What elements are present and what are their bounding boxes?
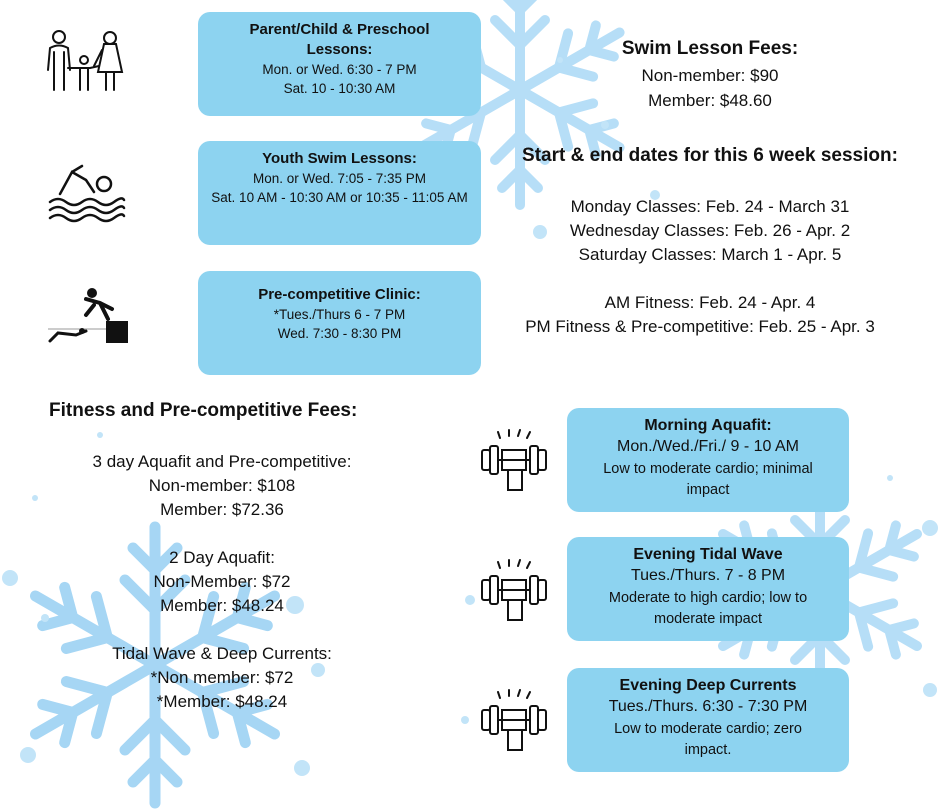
date-monday: Monday Classes: Feb. 24 - March 31 — [570, 197, 850, 216]
fee-2day-non-member: Non-Member: $72 — [153, 572, 291, 591]
fee-2day-member: Member: $48.24 — [160, 596, 284, 615]
lesson-title: Pre-competitive Clinic: — [258, 286, 421, 303]
swimmer-icon — [46, 162, 126, 224]
dumbbell-fist-icon — [478, 688, 550, 754]
fee-2day-label: 2 Day Aquafit: — [169, 548, 275, 567]
lesson-time: Sat. 10 AM - 10:30 AM or 10:35 - 11:05 AM — [211, 190, 468, 205]
fee-3day-non-member: Non-member: $108 — [148, 476, 296, 495]
class-description: impact — [686, 482, 730, 498]
dates-heading: Start & end dates for this 6 week session: — [522, 145, 898, 166]
lesson-time: Wed. 7:30 - 8:30 PM — [277, 326, 402, 341]
class-box-evening-deep-currents — [567, 668, 849, 772]
class-title: Morning Aquafit: — [644, 417, 772, 434]
lesson-box-youth-swim — [198, 141, 481, 245]
fitness-fees-heading: Fitness and Pre-competitive Fees: — [49, 400, 358, 421]
lesson-box-pre-competitive — [198, 271, 481, 375]
class-title: Evening Deep Currents — [619, 677, 797, 694]
lesson-time: Mon. or Wed. 7:05 - 7:35 PM — [252, 171, 427, 186]
class-description: Moderate to high cardio; low to — [608, 590, 808, 606]
class-time: Tues./Thurs. 7 - 8 PM — [630, 567, 786, 584]
fee-tidal-label: Tidal Wave & Deep Currents: — [112, 644, 332, 663]
lesson-title: Parent/Child & Preschool Lessons: — [249, 21, 430, 58]
class-description: Low to moderate cardio; zero — [614, 721, 802, 737]
fee-tidal-non-member: *Non member: $72 — [150, 668, 294, 687]
lesson-time: Sat. 10 - 10:30 AM — [283, 81, 396, 96]
date-pm-fitness: PM Fitness & Pre-competitive: Feb. 25 - Apr. 3 — [525, 317, 875, 336]
class-time: Tues./Thurs. 6:30 - 7:30 PM — [608, 698, 808, 715]
class-description: moderate impact — [654, 611, 762, 627]
date-wednesday: Wednesday Classes: Feb. 26 - Apr. 2 — [569, 221, 851, 240]
class-time: Mon./Wed./Fri./ 9 - 10 AM — [617, 438, 799, 455]
lesson-title: Youth Swim Lessons: — [262, 150, 417, 167]
date-am-fitness: AM Fitness: Feb. 24 - Apr. 4 — [604, 293, 816, 312]
dumbbell-fist-icon — [478, 428, 550, 494]
family-icon — [44, 28, 126, 94]
diver-icon — [46, 285, 132, 349]
lesson-time: *Tues./Thurs 6 - 7 PM — [273, 307, 406, 322]
class-description: impact. — [684, 742, 732, 758]
dumbbell-fist-icon — [478, 558, 550, 624]
swim-fee-non-member: Non-member: $90 — [641, 66, 779, 85]
lesson-box-parent-child — [198, 12, 481, 116]
lesson-time: Mon. or Wed. 6:30 - 7 PM — [262, 62, 417, 77]
date-saturday: Saturday Classes: March 1 - Apr. 5 — [578, 245, 842, 264]
class-box-morning-aquafit — [567, 408, 849, 512]
fee-3day-label: 3 day Aquafit and Pre-competitive: — [92, 452, 352, 471]
fee-3day-member: Member: $72.36 — [160, 500, 284, 519]
class-description: Low to moderate cardio; minimal — [603, 461, 813, 477]
class-box-evening-tidal-wave — [567, 537, 849, 641]
fee-tidal-member: *Member: $48.24 — [156, 692, 288, 711]
class-title: Evening Tidal Wave — [633, 546, 783, 563]
swim-fees-heading: Swim Lesson Fees: — [621, 38, 799, 59]
swim-fee-member: Member: $48.60 — [648, 91, 772, 110]
